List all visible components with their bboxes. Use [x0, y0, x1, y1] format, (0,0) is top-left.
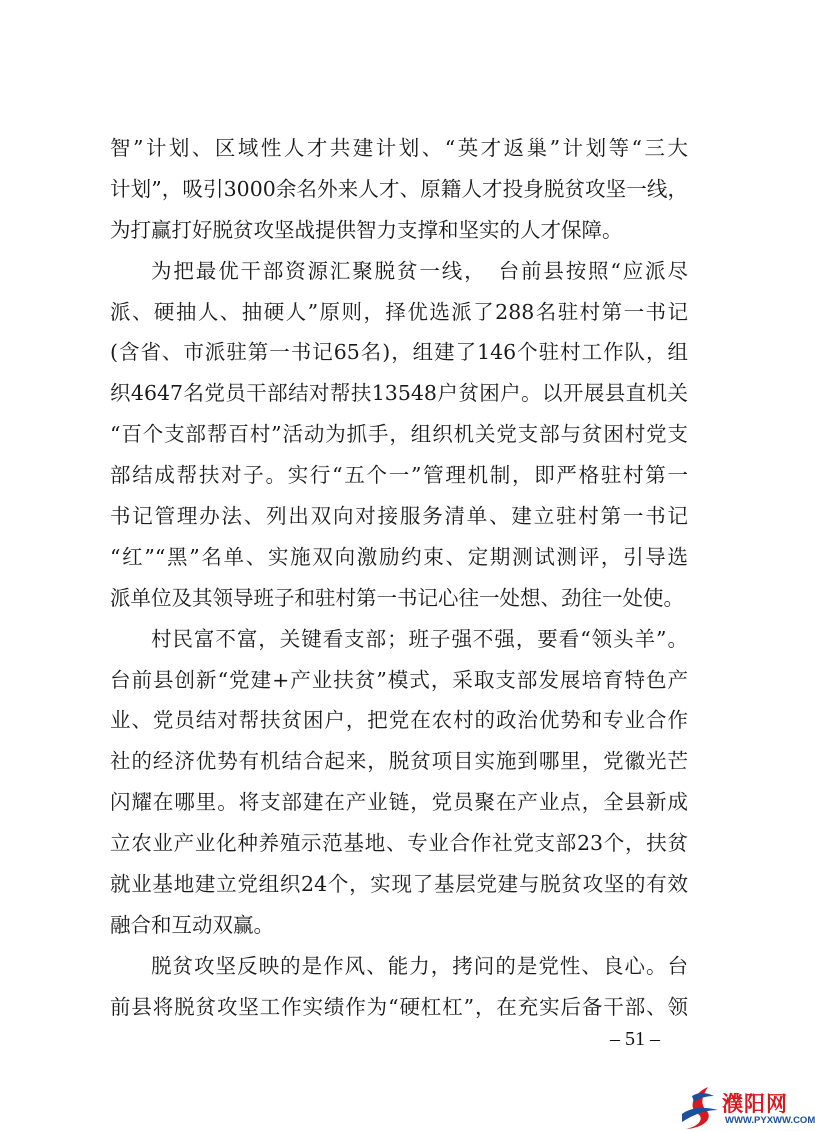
logo-mark-icon [678, 1084, 724, 1131]
paragraph [110, 619, 688, 946]
text-line: 计划”，吸引3000余名外来人才、原籍人才投身脱贫攻坚一线， [110, 176, 688, 201]
text-line: 派单位及其领导班子和驻村第一书记心往一处想、劲往一处使。 [110, 585, 684, 610]
text-line: 台前县创新“党建+产业扶贫”模式，采取支部发展培育特色产 [110, 667, 688, 692]
text-line: 为打赢打好脱贫攻坚战提供智力支撑和坚实的人才保障。 [110, 217, 623, 242]
text-line: 脱贫攻坚反映的是作风、能力，拷问的是党性、良心。台 [151, 953, 688, 978]
text-line: 前县将脱贫攻坚工作实绩作为“硬杠杠”，在充实后备干部、领 [110, 994, 688, 1019]
text-line: 业、党员结对帮扶贫困户，把党在农村的政治优势和专业合作 [110, 708, 688, 733]
text-line: 智”计划、区域性人才共建计划、“英才返巢”计划等“三大 [110, 136, 688, 160]
text-line: 社的经济优势有机结合起来，脱贫项目实施到哪里，党徽光芒 [110, 749, 688, 774]
paragraph [110, 946, 688, 1028]
logo-url: WWW.PYXWW.COM [725, 1115, 815, 1126]
text-line: 为把最优干部资源汇聚脱贫一线， 台前县按照“应派尽 [151, 258, 688, 283]
text-line: 闪耀在哪里。将支部建在产业链，党员聚在产业点，全县新成 [110, 790, 688, 815]
text-line: “百个支部帮百村”活动为抓手，组织机关党支部与贫困村党支 [110, 422, 688, 447]
text-line: 书记管理办法、列出双向对接服务清单、建立驻村第一书记 [110, 504, 688, 529]
text-line: 织4647名党员干部结对帮扶13548户贫困户。以开展县直机关 [110, 381, 688, 406]
site-watermark-logo [678, 1084, 815, 1131]
text-line: 融合和互动双赢。 [110, 912, 274, 937]
paragraph [110, 128, 688, 251]
text-line: “红”“黑”名单、实施双向激励约束、定期测试测评，引导选 [110, 544, 688, 569]
text-line: 部结成帮扶对子。实行“五个一”管理机制，即严格驻村第一 [110, 463, 688, 488]
text-line: (含省、市派驻第一书记65名)，组建了146个驻村工作队，组 [110, 340, 688, 365]
paragraph [110, 251, 688, 619]
text-line: 村民富不富，关键看支部；班子强不强，要看“领头羊”。 [151, 626, 688, 651]
text-line: 派、硬抽人、抽硬人”原则，择优选派了288名驻村第一书记 [110, 299, 688, 324]
text-line: 立农业产业化种养殖示范基地、专业合作社党支部23个，扶贫 [110, 831, 688, 856]
text-line: 就业基地建立党组织24个，实现了基层党建与脱贫攻坚的有效 [110, 872, 688, 897]
body-text [110, 128, 688, 1028]
logo-name: 濮阳网 [722, 1092, 788, 1116]
page-number: – 51 – [610, 1028, 660, 1050]
